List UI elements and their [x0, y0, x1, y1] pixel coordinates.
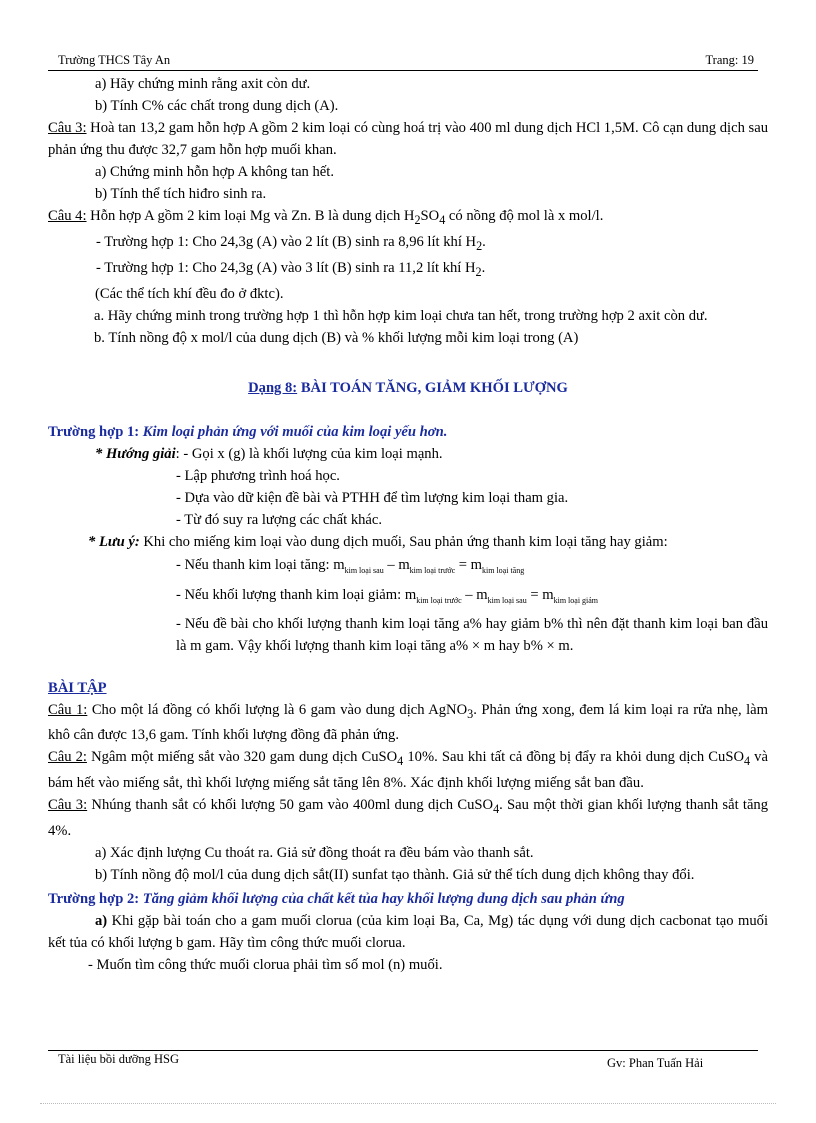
case-1-heading: [48, 421, 768, 443]
page-header: [48, 52, 758, 71]
exercises-heading: BÀI TẬP: [48, 679, 107, 696]
section-title: [48, 377, 768, 399]
note-text: Khi cho miếng kim loại vào dung dịch muối, Sau phản ứng thanh kim loại tăng hay giảm:: [139, 533, 668, 550]
exercise-1-text-part2: . Phản ứng xong, đem lá kim loại ra rửa nhẹ, làm khô cân được 13,6 gam. Tính khối lượng đồng đã phản ứng.: [48, 701, 768, 744]
case-1-heading-text: Kim loại phản ứng với muối của kim loại yếu hơn.: [142, 423, 448, 440]
case-2-heading-label: Trường hợp 2:: [48, 891, 143, 908]
question-3-a: a) Chứng minh hỗn hợp A không tan hết.: [95, 164, 334, 180]
question-3: [48, 117, 768, 161]
guide-step-3: - Dựa vào dữ kiện đề bài và PTHH để tìm lượng kim loại tham gia.: [176, 489, 569, 506]
question-3-b: b) Tính thể tích hiđro sinh ra.: [95, 186, 267, 202]
subscript-4: 4: [439, 212, 446, 227]
formula-sub: kim loại trước: [409, 565, 456, 575]
formula-sub: kim loại giảm: [553, 595, 599, 605]
footer-teacher: Gv: Phan Tuấn Hải: [607, 1056, 704, 1070]
case-2-a-label: a): [95, 913, 108, 930]
footer-left: Tài liệu bồi dưỡng HSG: [58, 1052, 180, 1066]
section-title-text: BÀI TOÁN TĂNG, GIẢM KHỐI LƯỢNG: [297, 379, 568, 396]
formula-sub: kim loại sau: [344, 565, 384, 575]
formula-increase: [48, 553, 768, 583]
formula-minus: – m: [461, 586, 488, 603]
note-line: [48, 531, 768, 553]
exercise-1-text-part1: Cho một lá đồng có khối lượng là 6 gam vào dung dịch AgNO: [87, 701, 468, 718]
case-2-heading-text: Tăng giảm khối lượng của chất kết tủa hay khối lượng dung dịch sau phản ứng: [142, 891, 625, 908]
guide-line-1: [48, 443, 768, 465]
page-boundary-line: [40, 1103, 776, 1104]
guide-label: * Hướng giải: [95, 445, 176, 462]
header-page-number: Trang: 19: [705, 53, 754, 67]
exercise-3: [48, 794, 768, 842]
exercise-3-a: a) Xác định lượng Cu thoát ra. Giả sử đồng thoát ra đều bám vào thanh sắt.: [95, 845, 534, 862]
formula-minus: – m: [383, 556, 410, 573]
exercise-2-text-part2: 10%. Sau khi tất cả đồng bị đẩy ra khỏi dung dịch CuSO: [403, 749, 744, 766]
question-4-a: a. Hãy chứng minh trong trường hợp 1 thì hỗn hợp kim loại chưa tan hết, trong trường hợp 2 axit còn dư.: [94, 307, 708, 324]
case-2-a-text: Khi gặp bài toán cho a gam muối clorua (của kim loại Ba, Ca, Mg) tác dụng với dung dịch cacbonat tạo muối kết tủa có khối lượng b gam. Hãy tìm công thức muối clorua.: [48, 913, 768, 952]
gas-note: (Các thể tích khí đều đo ở đktc).: [95, 285, 284, 302]
formula-decrease: [48, 583, 768, 613]
guide-step-1: : - Gọi x (g) là khối lượng của kim loại mạnh.: [175, 445, 443, 462]
exercise-1-label: Câu 1:: [48, 701, 88, 718]
exercise-3-text-part1: Nhúng thanh sắt có khối lượng 50 gam vào 400ml dung dịch CuSO: [87, 797, 494, 814]
subscript-4: 4: [493, 802, 500, 817]
subscript-2: 2: [476, 238, 483, 253]
page-footer: [48, 1050, 758, 1073]
exercise-3-label: Câu 3:: [48, 797, 88, 814]
subscript-2: 2: [414, 212, 421, 227]
guide-step-2: - Lập phương trình hoá học.: [176, 467, 340, 484]
case-2-line: [48, 257, 768, 283]
case-1-heading-label: Trường hợp 1:: [48, 423, 143, 440]
subscript-4: 4: [744, 754, 751, 769]
subscript-4: 4: [397, 754, 404, 769]
question-4-b: b. Tính nồng độ x mol/l của dung dịch (B) và % khối lượng mỗi kim loại trong (A): [94, 329, 579, 346]
question-4-text-part2: SO: [420, 208, 440, 224]
exercise-2-label: Câu 2:: [48, 749, 87, 766]
exercise-1: [48, 699, 768, 747]
page-content: [48, 73, 768, 976]
question-4-label: Câu 4:: [48, 208, 87, 224]
subscript-2: 2: [475, 264, 482, 279]
header-school: Trường THCS Tây An: [58, 53, 171, 67]
note-label: * Lưu ý:: [88, 533, 140, 550]
item-a: a) Hãy chứng minh rằng axit còn dư.: [95, 76, 311, 92]
subscript-3: 3: [467, 706, 474, 721]
exercise-2-text-part1: Ngâm một miếng sắt vào 320 gam dung dịch CuSO: [86, 749, 398, 766]
question-4: [48, 205, 768, 231]
case-2-last: - Muốn tìm công thức muối clorua phải tìm số mol (n) muối.: [88, 957, 443, 974]
exercise-3-text-part2: . Sau một thời gian khối lượng thanh sắt tăng 4%.: [48, 797, 769, 840]
formula-sub: kim loại trước: [416, 595, 462, 605]
question-3-text: Hoà tan 13,2 gam hỗn hợp A gồm 2 kim loại có cùng hoá trị vào 400 ml dung dịch HCl 1,5M. Cô cạn dung dịch sau phản ứng thu được 32,7 gam hỗn hợp muối khan.: [48, 120, 768, 158]
question-4-text-part3: có nồng độ mol là x mol/l.: [445, 208, 604, 224]
exercise-2-text-part3: và bám hết vào miếng sắt, thì khối lượng miếng sắt tăng lên 8%. Xác định khối lượng miếng sắt ban đầu.: [48, 749, 768, 792]
case-2-heading: [48, 888, 768, 910]
formula-decrease-text: - Nếu khối lượng thanh kim loại giảm: m: [176, 586, 417, 603]
case-1-end: .: [482, 233, 486, 250]
exercise-3-b: b) Tính nồng độ mol/l của dung dịch sắt(II) sunfat tạo thành. Giả sử thể tích dung dịch không thay đổi.: [95, 867, 695, 884]
item-b: b) Tính C% các chất trong dung dịch (A).: [95, 98, 339, 114]
formula-increase-text: - Nếu thanh kim loại tăng: m: [176, 556, 345, 573]
case-2-text: - Trường hợp 1: Cho 24,3g (A) vào 3 lít (B) sinh ra 11,2 lít khí H: [96, 259, 476, 276]
formula-equals: = m: [455, 556, 483, 573]
formula-equals: = m: [526, 586, 554, 603]
case-1-text: - Trường hợp 1: Cho 24,3g (A) vào 2 lít (B) sinh ra 8,96 lít khí H: [96, 233, 477, 250]
exercise-2: [48, 746, 768, 794]
question-4-text-part1: Hỗn hợp A gồm 2 kim loại Mg và Zn. B là dung dịch H: [86, 208, 415, 224]
case-2-end: .: [481, 259, 486, 276]
section-title-label: Dạng 8:: [248, 379, 298, 396]
guide-step-4: - Từ đó suy ra lượng các chất khác.: [176, 511, 383, 528]
case-2-a: [48, 910, 768, 954]
question-3-label: Câu 3:: [48, 120, 87, 136]
case-1-line: [48, 231, 768, 257]
formula-sub: kim loại sau: [487, 595, 527, 605]
formula-percent: - Nếu đề bài cho khối lượng thanh kim loại tăng a% hay giảm b% thì nên đặt thanh kim loại ban đầu là m gam. Vậy khối lượng thanh kim loại tăng a% × m hay b% × m.: [176, 615, 768, 654]
formula-sub: kim loại tăng: [482, 565, 525, 575]
